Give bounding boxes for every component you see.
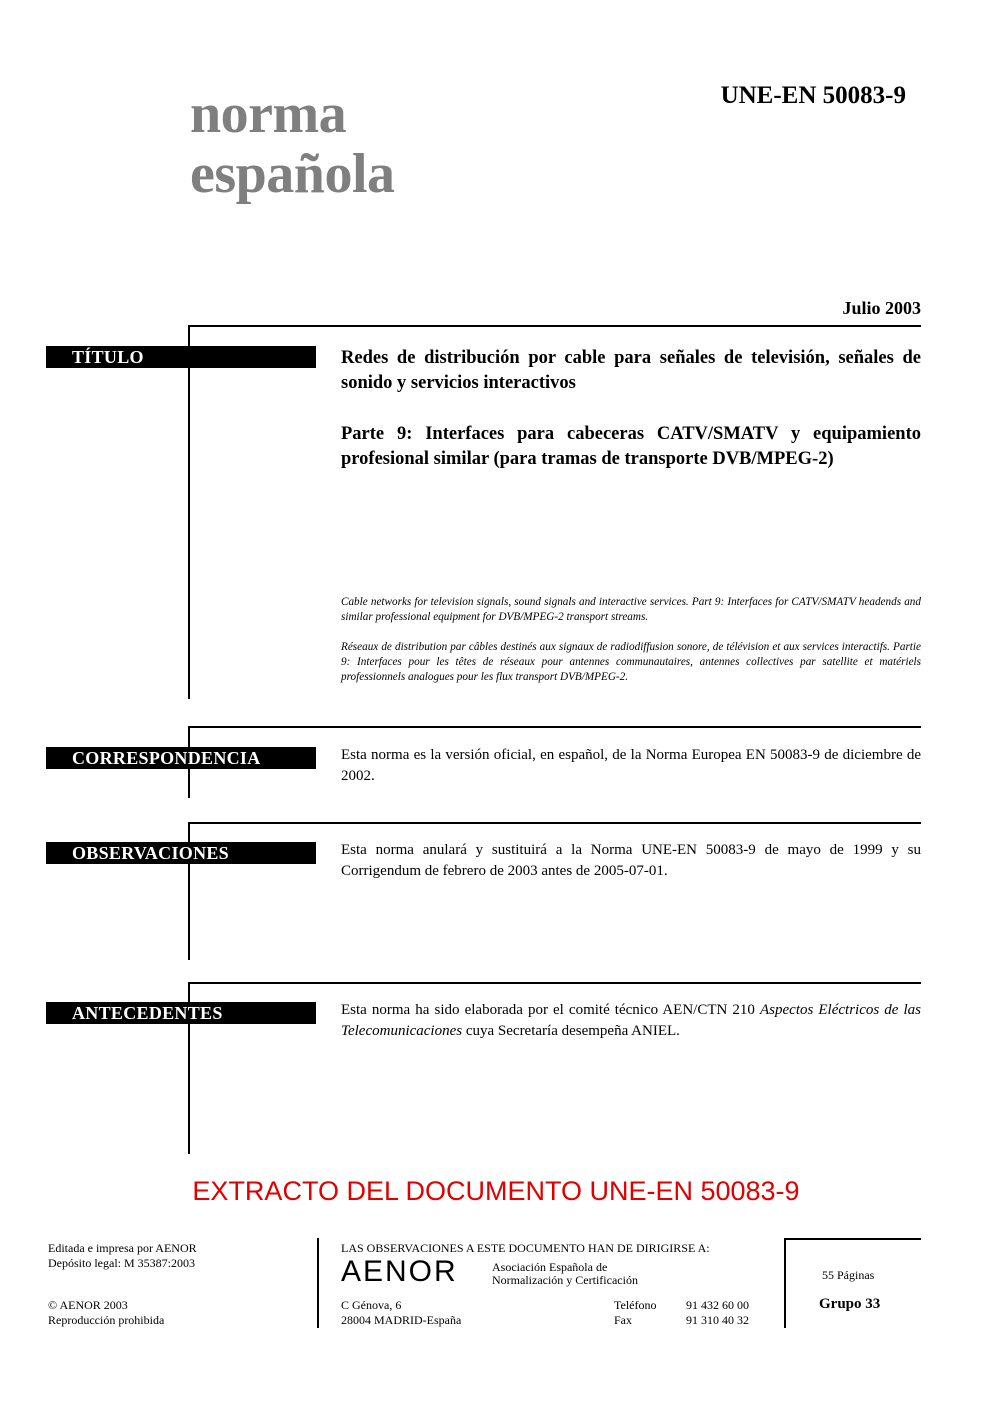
correspondencia-top-rule	[188, 726, 921, 728]
antecedentes-text-start: Esta norma ha sido elaborada por el comité técnico AEN/CTN 210	[341, 1002, 760, 1018]
observaciones-text: Esta norma anulará y sustituirá a la Norma UNE-EN 50083-9 de mayo de 1999 y su Corrigendum de febrero de 2003 antes de 2005-07-01.	[341, 842, 921, 879]
footer-assoc-line1: Asociación Española de	[492, 1260, 608, 1274]
brand-norma: norma	[190, 83, 347, 145]
extract-notice: EXTRACTO DEL DOCUMENTO UNE-EN 50083-9	[192, 1176, 800, 1206]
aenor-logo: AENOR	[341, 1255, 458, 1288]
footer-box-top-rule	[784, 1238, 921, 1240]
footer-assoc-line2: Normalización y Certificación	[492, 1273, 638, 1287]
footer-group: Grupo 33	[819, 1296, 881, 1312]
observaciones-top-rule	[188, 822, 921, 824]
titulo-label: TÍTULO	[46, 346, 316, 368]
footer-address1: C Génova, 6	[341, 1298, 402, 1312]
footer-phone-label: Teléfono	[614, 1298, 657, 1312]
observaciones-label: OBSERVACIONES	[46, 842, 316, 864]
publication-date: Julio 2003	[842, 298, 921, 318]
footer-address2: 28004 MADRID-España	[341, 1313, 462, 1327]
title-french: Réseaux de distribution par câbles destinés aux signaux de radiodiffusion sonore, de télévision et aux services interactifs. Partie 9: Interfaces pour les têtes de réseaux pour antennes communautaires, antennes collectives par satellite et matériels professionnels analogues pour les flux transport DVB/MPEG-2.	[341, 641, 921, 683]
correspondencia-text: Esta norma es la versión oficial, en español, de la Norma Europea EN 50083-9 de diciembre de 2002.	[341, 747, 921, 784]
footer-deposit: Depósito legal: M 35387:2003	[48, 1256, 195, 1270]
antecedentes-top-rule	[188, 982, 921, 984]
committee-name: Aspectos Eléctricos de las Telecomunicaciones	[341, 1002, 922, 1039]
titulo-side-rule	[188, 325, 190, 699]
title-english: Cable networks for television signals, sound signals and interactive services. Part 9: Interfaces for CATV/SMATV headends and similar professional equipment for DVB/MPEG-2 transport streams.	[341, 596, 921, 623]
footer-reproduction: Reproducción prohibida	[48, 1313, 165, 1327]
standard-code: UNE-EN 50083-9	[720, 82, 906, 109]
footer-edited: Editada e impresa por AENOR	[48, 1241, 197, 1255]
title-part: Parte 9: Interfaces para cabeceras CATV/SMATV y equipamiento profesional similar (para tramas de transporte DVB/MPEG-2)	[341, 424, 921, 469]
footer-box-side-rule	[784, 1238, 786, 1328]
title-main: Redes de distribución por cable para señales de televisión, señales de sonido y servicios interactivos	[341, 348, 921, 393]
footer-fax-label: Fax	[614, 1313, 632, 1327]
antecedentes-text-end: cuya Secretaría desempeña ANIEL.	[462, 1023, 680, 1039]
antecedentes-label: ANTECEDENTES	[46, 1002, 316, 1024]
titulo-top-rule	[188, 325, 921, 327]
footer-pages: 55 Páginas	[822, 1268, 875, 1282]
brand-espanola: española	[190, 143, 395, 205]
antecedentes-text	[341, 1000, 921, 1042]
correspondencia-label: CORRESPONDENCIA	[46, 747, 316, 769]
footer-obs-header: LAS OBSERVACIONES A ESTE DOCUMENTO HAN DE DIRIGIRSE A:	[341, 1241, 710, 1255]
footer-copyright: © AENOR 2003	[48, 1298, 128, 1312]
footer-divider-left	[317, 1238, 319, 1328]
footer-phone: 91 432 60 00	[686, 1298, 749, 1312]
footer-fax: 91 310 40 32	[686, 1313, 749, 1327]
